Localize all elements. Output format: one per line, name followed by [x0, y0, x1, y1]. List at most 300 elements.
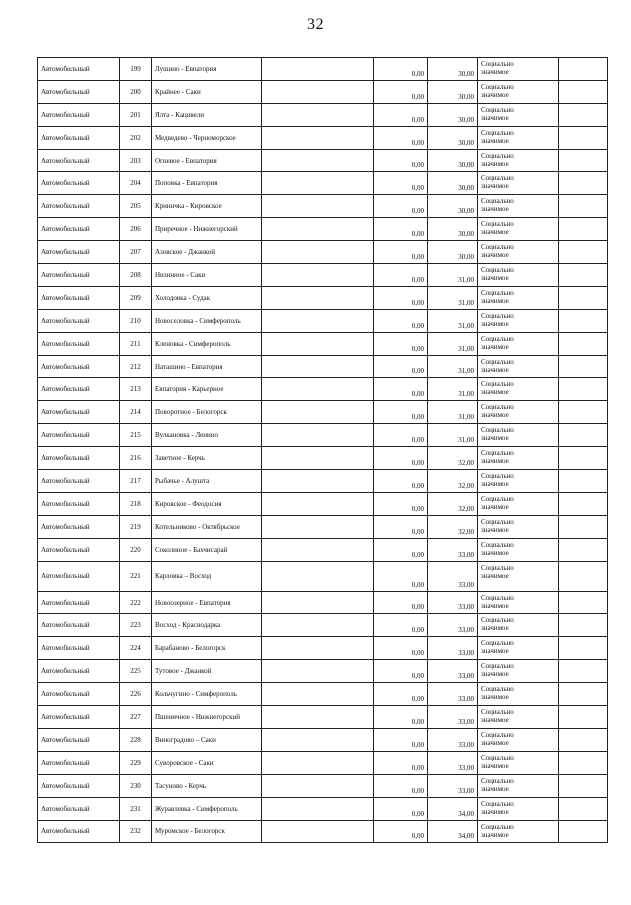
empty-cell [262, 470, 374, 493]
value-cell-1: 0,00 [374, 126, 428, 149]
status-line-2: значимое [481, 182, 509, 191]
route-name-cell: Муромское - Белогорск [152, 820, 262, 843]
status-line-2: значимое [481, 159, 509, 168]
status-line-1: Социально [481, 357, 514, 366]
value-cell-2: 33,00 [428, 683, 478, 706]
status-line-1: Социально [481, 449, 514, 458]
route-name-cell: Заветное - Керчь [152, 447, 262, 470]
transport-type-cell: Автомобильный [38, 637, 120, 660]
table-row [38, 264, 608, 287]
route-name-cell: Пшеничное - Нижнегорский [152, 706, 262, 729]
route-name-cell: Кольчугино - Симферополь [152, 683, 262, 706]
status-cell [478, 660, 559, 683]
value-cell-2: 31,00 [428, 355, 478, 378]
status-cell [478, 332, 559, 355]
route-number-cell: 230 [120, 774, 152, 797]
table-row [38, 195, 608, 218]
value-cell-2: 33,00 [428, 751, 478, 774]
empty-cell [559, 424, 608, 447]
empty-cell [559, 286, 608, 309]
transport-type-cell: Автомобильный [38, 241, 120, 264]
table-row [38, 80, 608, 103]
route-name-cell: Азовское - Джанкой [152, 241, 262, 264]
route-name-cell: Новоселовка - Симферополь [152, 309, 262, 332]
table-row [38, 172, 608, 195]
route-name-cell: Криничка - Кировское [152, 195, 262, 218]
empty-cell [559, 447, 608, 470]
route-number-cell: 220 [120, 538, 152, 561]
value-cell-1: 0,00 [374, 515, 428, 538]
status-line-1: Социально [481, 563, 514, 572]
route-name-cell: Приречное - Нижнегорский [152, 218, 262, 241]
value-cell-1: 0,00 [374, 447, 428, 470]
transport-type-cell: Автомобильный [38, 797, 120, 820]
empty-cell [262, 561, 374, 591]
status-line-2: значимое [481, 738, 509, 747]
status-line-2: значимое [481, 784, 509, 793]
status-line-1: Социально [481, 426, 514, 435]
table-row [38, 378, 608, 401]
status-line-2: значимое [481, 365, 509, 374]
transport-type-cell: Автомобильный [38, 286, 120, 309]
table-row [38, 424, 608, 447]
status-cell [478, 378, 559, 401]
status-line-1: Социально [481, 266, 514, 275]
empty-cell [559, 751, 608, 774]
status-line-2: значимое [481, 296, 509, 305]
status-line-2: значимое [481, 525, 509, 534]
status-cell [478, 637, 559, 660]
route-name-cell: Кировское - Феодосия [152, 492, 262, 515]
route-number-cell: 228 [120, 728, 152, 751]
status-line-1: Социально [481, 128, 514, 137]
status-line-2: значимое [481, 480, 509, 489]
value-cell-1: 0,00 [374, 492, 428, 515]
empty-cell [559, 728, 608, 751]
table-row [38, 447, 608, 470]
status-line-1: Социально [481, 822, 514, 831]
empty-cell [262, 241, 374, 264]
empty-cell [262, 103, 374, 126]
route-number-cell: 203 [120, 149, 152, 172]
transport-type-cell: Автомобильный [38, 103, 120, 126]
status-line-1: Социально [481, 82, 514, 91]
value-cell-1: 0,00 [374, 660, 428, 683]
value-cell-1: 0,00 [374, 172, 428, 195]
status-cell [478, 706, 559, 729]
status-cell [478, 820, 559, 843]
empty-cell [262, 149, 374, 172]
value-cell-1: 0,00 [374, 614, 428, 637]
value-cell-1: 0,00 [374, 286, 428, 309]
status-line-2: значимое [481, 548, 509, 557]
route-number-cell: 206 [120, 218, 152, 241]
table-row [38, 820, 608, 843]
empty-cell [559, 126, 608, 149]
value-cell-2: 34,00 [428, 820, 478, 843]
empty-cell [262, 797, 374, 820]
value-cell-1: 0,00 [374, 264, 428, 287]
value-cell-1: 0,00 [374, 241, 428, 264]
status-line-2: значимое [481, 68, 509, 76]
value-cell-2: 30,00 [428, 195, 478, 218]
transport-type-cell: Автомобильный [38, 149, 120, 172]
table-row [38, 561, 608, 591]
value-cell-1: 0,00 [374, 797, 428, 820]
transport-type-cell: Автомобильный [38, 195, 120, 218]
route-number-cell: 223 [120, 614, 152, 637]
route-number-cell: 224 [120, 637, 152, 660]
route-name-cell: Вулкановка - Ленино [152, 424, 262, 447]
table-row [38, 401, 608, 424]
value-cell-1: 0,00 [374, 309, 428, 332]
status-line-2: значимое [481, 411, 509, 420]
status-cell [478, 103, 559, 126]
empty-cell [559, 797, 608, 820]
value-cell-2: 31,00 [428, 332, 478, 355]
status-line-1: Социально [481, 243, 514, 252]
status-line-2: значимое [481, 571, 509, 580]
status-line-2: значимое [481, 274, 509, 283]
route-name-cell: Евпатория - Карьерное [152, 378, 262, 401]
route-name-cell: Поворотное - Белогорск [152, 401, 262, 424]
transport-type-cell: Автомобильный [38, 332, 120, 355]
value-cell-1: 0,00 [374, 58, 428, 81]
empty-cell [262, 774, 374, 797]
route-name-cell: Тутовое - Джанкой [152, 660, 262, 683]
route-number-cell: 214 [120, 401, 152, 424]
transport-type-cell: Автомобильный [38, 58, 120, 81]
status-line-2: значимое [481, 319, 509, 328]
table-row [38, 218, 608, 241]
route-name-cell: Крайнее - Саки [152, 80, 262, 103]
route-name-cell: Ялта - Кацивели [152, 103, 262, 126]
status-line-2: значимое [481, 670, 509, 679]
status-line-2: значимое [481, 830, 509, 839]
transport-type-cell: Автомобильный [38, 728, 120, 751]
value-cell-2: 33,00 [428, 561, 478, 591]
route-number-cell: 216 [120, 447, 152, 470]
route-name-cell: Виноградово – Саки [152, 728, 262, 751]
table-row [38, 355, 608, 378]
status-line-2: значимое [481, 342, 509, 351]
status-cell [478, 751, 559, 774]
status-line-1: Социально [481, 151, 514, 160]
empty-cell [559, 637, 608, 660]
transport-type-cell: Автомобильный [38, 820, 120, 843]
empty-cell [559, 195, 608, 218]
value-cell-2: 30,00 [428, 103, 478, 126]
empty-cell [262, 286, 374, 309]
status-line-2: значимое [481, 457, 509, 466]
route-number-cell: 211 [120, 332, 152, 355]
route-name-cell: Рыбачье - Алушта [152, 470, 262, 493]
transport-type-cell: Автомобильный [38, 355, 120, 378]
empty-cell [262, 424, 374, 447]
status-line-1: Социально [481, 494, 514, 503]
status-line-1: Социально [481, 639, 514, 648]
empty-cell [559, 538, 608, 561]
value-cell-2: 31,00 [428, 264, 478, 287]
status-line-1: Социально [481, 105, 514, 114]
value-cell-2: 33,00 [428, 538, 478, 561]
value-cell-1: 0,00 [374, 706, 428, 729]
value-cell-1: 0,00 [374, 149, 428, 172]
table-row [38, 660, 608, 683]
status-cell [478, 614, 559, 637]
value-cell-1: 0,00 [374, 218, 428, 241]
status-line-1: Социально [481, 662, 514, 671]
value-cell-2: 32,00 [428, 515, 478, 538]
transport-type-cell: Автомобильный [38, 447, 120, 470]
transport-type-cell: Автомобильный [38, 774, 120, 797]
empty-cell [559, 172, 608, 195]
value-cell-2: 31,00 [428, 286, 478, 309]
status-line-1: Социально [481, 174, 514, 183]
value-cell-2: 32,00 [428, 447, 478, 470]
route-name-cell: Котельниково - Октябрьское [152, 515, 262, 538]
status-cell [478, 447, 559, 470]
route-number-cell: 210 [120, 309, 152, 332]
route-number-cell: 207 [120, 241, 152, 264]
route-name-cell: Восход - Краснодарка [152, 614, 262, 637]
route-number-cell: 232 [120, 820, 152, 843]
value-cell-1: 0,00 [374, 561, 428, 591]
status-cell [478, 591, 559, 614]
status-cell [478, 424, 559, 447]
empty-cell [262, 637, 374, 660]
table-row [38, 774, 608, 797]
empty-cell [559, 309, 608, 332]
status-cell [478, 195, 559, 218]
empty-cell [559, 614, 608, 637]
status-line-2: значимое [481, 90, 509, 99]
route-name-cell: Соколиное - Бахчисарай [152, 538, 262, 561]
status-cell [478, 492, 559, 515]
table-row [38, 706, 608, 729]
table-row [38, 149, 608, 172]
route-number-cell: 199 [120, 58, 152, 81]
status-cell [478, 797, 559, 820]
route-number-cell: 215 [120, 424, 152, 447]
status-line-1: Социально [481, 380, 514, 389]
route-name-cell: Журавлевка - Симферополь [152, 797, 262, 820]
empty-cell [262, 126, 374, 149]
status-cell [478, 218, 559, 241]
status-line-1: Социально [481, 220, 514, 229]
empty-cell [559, 264, 608, 287]
route-number-cell: 202 [120, 126, 152, 149]
status-line-2: значимое [481, 434, 509, 443]
route-number-cell: 221 [120, 561, 152, 591]
route-number-cell: 212 [120, 355, 152, 378]
transport-type-cell: Автомобильный [38, 660, 120, 683]
route-name-cell: Медведево - Черноморское [152, 126, 262, 149]
status-line-1: Социально [481, 708, 514, 717]
empty-cell [559, 591, 608, 614]
empty-cell [559, 218, 608, 241]
status-line-1: Социально [481, 472, 514, 481]
transport-type-cell: Автомобильный [38, 218, 120, 241]
transport-type-cell: Автомобильный [38, 706, 120, 729]
table-row [38, 103, 608, 126]
route-number-cell: 217 [120, 470, 152, 493]
status-line-1: Социально [481, 753, 514, 762]
status-cell [478, 286, 559, 309]
status-line-2: значимое [481, 624, 509, 633]
status-line-2: значимое [481, 228, 509, 237]
empty-cell [559, 492, 608, 515]
status-line-2: значимое [481, 693, 509, 702]
empty-cell [559, 515, 608, 538]
value-cell-2: 31,00 [428, 309, 478, 332]
transport-type-cell: Автомобильный [38, 515, 120, 538]
value-cell-2: 33,00 [428, 660, 478, 683]
empty-cell [262, 309, 374, 332]
empty-cell [559, 706, 608, 729]
status-cell [478, 172, 559, 195]
status-line-2: значимое [481, 136, 509, 145]
status-line-1: Социально [481, 616, 514, 625]
status-line-2: значимое [481, 647, 509, 656]
status-cell [478, 149, 559, 172]
empty-cell [262, 195, 374, 218]
status-line-2: значимое [481, 761, 509, 770]
status-cell [478, 728, 559, 751]
route-name-cell: Лушино - Евпатория [152, 58, 262, 81]
table-row [38, 286, 608, 309]
route-number-cell: 209 [120, 286, 152, 309]
table-row [38, 591, 608, 614]
empty-cell [262, 591, 374, 614]
value-cell-1: 0,00 [374, 820, 428, 843]
status-line-2: значимое [481, 205, 509, 214]
route-number-cell: 213 [120, 378, 152, 401]
status-cell [478, 355, 559, 378]
routes-table-body [38, 58, 608, 843]
transport-type-cell: Автомобильный [38, 424, 120, 447]
value-cell-1: 0,00 [374, 80, 428, 103]
status-line-2: значимое [481, 113, 509, 122]
status-line-1: Социально [481, 540, 514, 549]
page-number: 32 [307, 16, 324, 33]
route-number-cell: 200 [120, 80, 152, 103]
empty-cell [262, 172, 374, 195]
table-row [38, 492, 608, 515]
status-line-1: Социально [481, 776, 514, 785]
value-cell-2: 30,00 [428, 80, 478, 103]
route-number-cell: 227 [120, 706, 152, 729]
route-name-cell: Кленовка - Симферополь [152, 332, 262, 355]
route-name-cell: Тасуново - Керчь [152, 774, 262, 797]
value-cell-2: 31,00 [428, 401, 478, 424]
empty-cell [262, 401, 374, 424]
table-row [38, 332, 608, 355]
value-cell-1: 0,00 [374, 424, 428, 447]
empty-cell [559, 561, 608, 591]
value-cell-1: 0,00 [374, 103, 428, 126]
transport-type-cell: Автомобильный [38, 264, 120, 287]
status-line-1: Социально [481, 60, 514, 68]
value-cell-1: 0,00 [374, 355, 428, 378]
value-cell-1: 0,00 [374, 470, 428, 493]
empty-cell [262, 447, 374, 470]
transport-type-cell: Автомобильный [38, 561, 120, 591]
value-cell-2: 33,00 [428, 706, 478, 729]
value-cell-1: 0,00 [374, 378, 428, 401]
empty-cell [262, 58, 374, 81]
status-cell [478, 264, 559, 287]
empty-cell [559, 378, 608, 401]
value-cell-1: 0,00 [374, 332, 428, 355]
route-number-cell: 229 [120, 751, 152, 774]
status-cell [478, 401, 559, 424]
table-row [38, 637, 608, 660]
status-cell [478, 470, 559, 493]
transport-type-cell: Автомобильный [38, 492, 120, 515]
value-cell-2: 33,00 [428, 591, 478, 614]
status-cell [478, 241, 559, 264]
empty-cell [262, 706, 374, 729]
route-name-cell: Суворовское - Саки [152, 751, 262, 774]
transport-type-cell: Автомобильный [38, 378, 120, 401]
transport-type-cell: Автомобильный [38, 591, 120, 614]
empty-cell [262, 660, 374, 683]
value-cell-2: 30,00 [428, 149, 478, 172]
status-line-1: Социально [481, 288, 514, 297]
empty-cell [559, 470, 608, 493]
route-number-cell: 218 [120, 492, 152, 515]
table-row [38, 751, 608, 774]
table-row [38, 683, 608, 706]
empty-cell [262, 614, 374, 637]
empty-cell [262, 515, 374, 538]
value-cell-2: 31,00 [428, 424, 478, 447]
status-line-1: Социально [481, 334, 514, 343]
route-name-cell: Холодовка - Судак [152, 286, 262, 309]
status-line-1: Социально [481, 403, 514, 412]
route-number-cell: 205 [120, 195, 152, 218]
empty-cell [559, 332, 608, 355]
status-cell [478, 774, 559, 797]
route-number-cell: 208 [120, 264, 152, 287]
value-cell-1: 0,00 [374, 728, 428, 751]
value-cell-1: 0,00 [374, 591, 428, 614]
table-row [38, 538, 608, 561]
route-name-cell: Наташино - Евпатория [152, 355, 262, 378]
route-number-cell: 231 [120, 797, 152, 820]
empty-cell [262, 751, 374, 774]
value-cell-2: 32,00 [428, 492, 478, 515]
route-name-cell: Карловка – Восход [152, 561, 262, 591]
value-cell-1: 0,00 [374, 401, 428, 424]
table-row [38, 126, 608, 149]
status-cell [478, 538, 559, 561]
empty-cell [559, 820, 608, 843]
table-row [38, 728, 608, 751]
transport-type-cell: Автомобильный [38, 80, 120, 103]
empty-cell [262, 264, 374, 287]
status-line-2: значимое [481, 807, 509, 816]
status-line-2: значимое [481, 251, 509, 260]
transport-type-cell: Автомобильный [38, 683, 120, 706]
value-cell-1: 0,00 [374, 751, 428, 774]
status-line-1: Социально [481, 593, 514, 602]
value-cell-2: 33,00 [428, 728, 478, 751]
status-cell [478, 683, 559, 706]
value-cell-2: 30,00 [428, 58, 478, 81]
value-cell-2: 30,00 [428, 172, 478, 195]
